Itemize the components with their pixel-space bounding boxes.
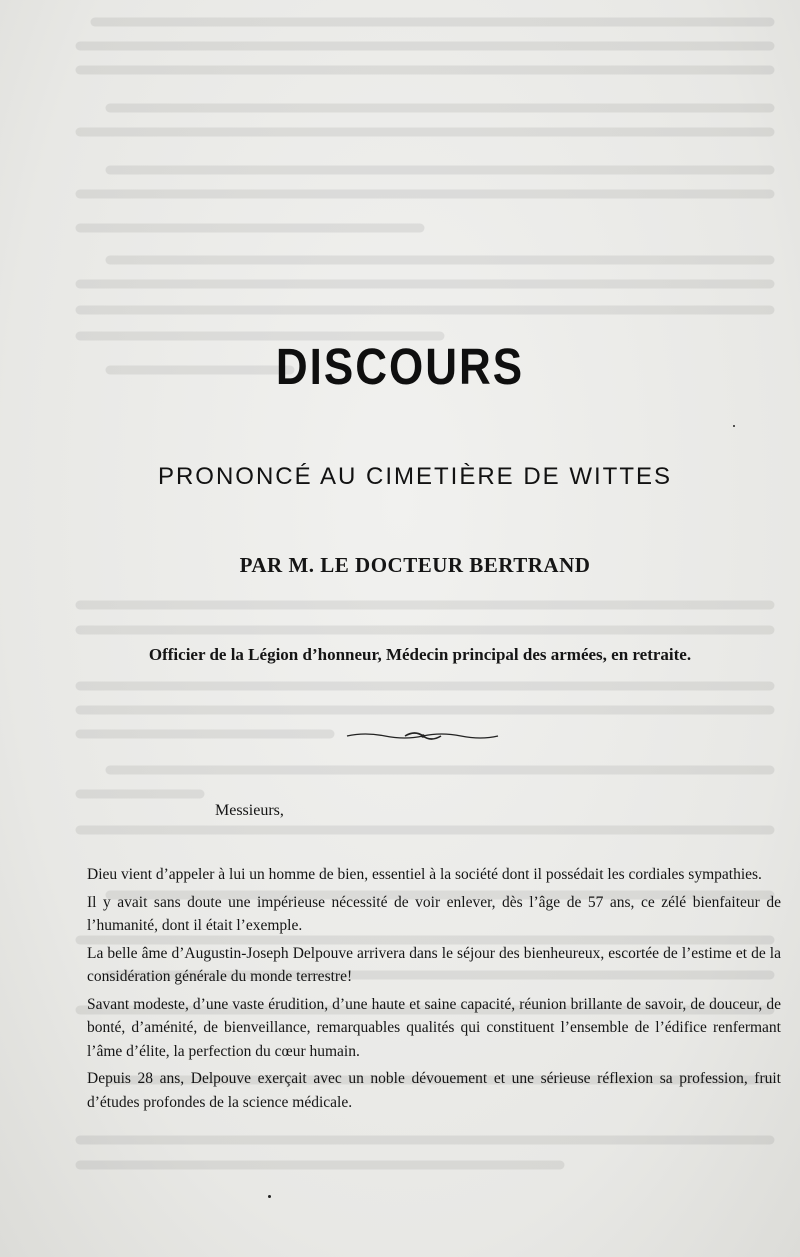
paragraph: Dieu vient d’appeler à lui un homme de bien, essentiel à la société dont il possédait les cordiales sympathies.: [87, 866, 762, 883]
paragraph: La belle âme d’Augustin-Joseph Delpouve arrivera dans le séjour des bienheureux, escortée de l’estime et de la considération générale du monde terrestre!: [87, 944, 781, 985]
print-speck: [733, 425, 735, 427]
subtitle: PRONONCÉ AU CIMETIÈRE DE WITTES: [157, 463, 673, 490]
paragraph: Savant modeste, d’une vaste érudition, d’une haute et saine capacité, réunion brillante de savoir, de douceur, de bonté, d’aménité, de bienveillance, remarquables qualités qui constituent l’ensemble de l’édifice renfermant l’âme d’élite, la perfection du cœur humain.: [87, 995, 781, 1060]
author-rank: Officier de la Légion d’honneur, Médecin principal des armées, en retraite.: [148, 645, 692, 664]
ornament-divider-icon: [345, 730, 500, 742]
author-line: PAR M. LE DOCTEUR BERTRAND: [239, 553, 591, 577]
salutation: Messieurs,: [215, 802, 284, 819]
paragraph: Il y avait sans doute une impérieuse nécessité de voir enlever, dès l’âge de 57 ans, ce zélé bienfaiteur de l’humanité, dont il était l’exemple.: [87, 893, 781, 934]
speech-body: [87, 863, 781, 1118]
page-title: DISCOURS: [275, 339, 525, 396]
print-speck: [268, 1195, 271, 1198]
paragraph: Depuis 28 ans, Delpouve exerçait avec un noble dévouement et une sérieuse réflexion sa profession, fruit d’études profondes de la science médicale.: [87, 1070, 781, 1111]
